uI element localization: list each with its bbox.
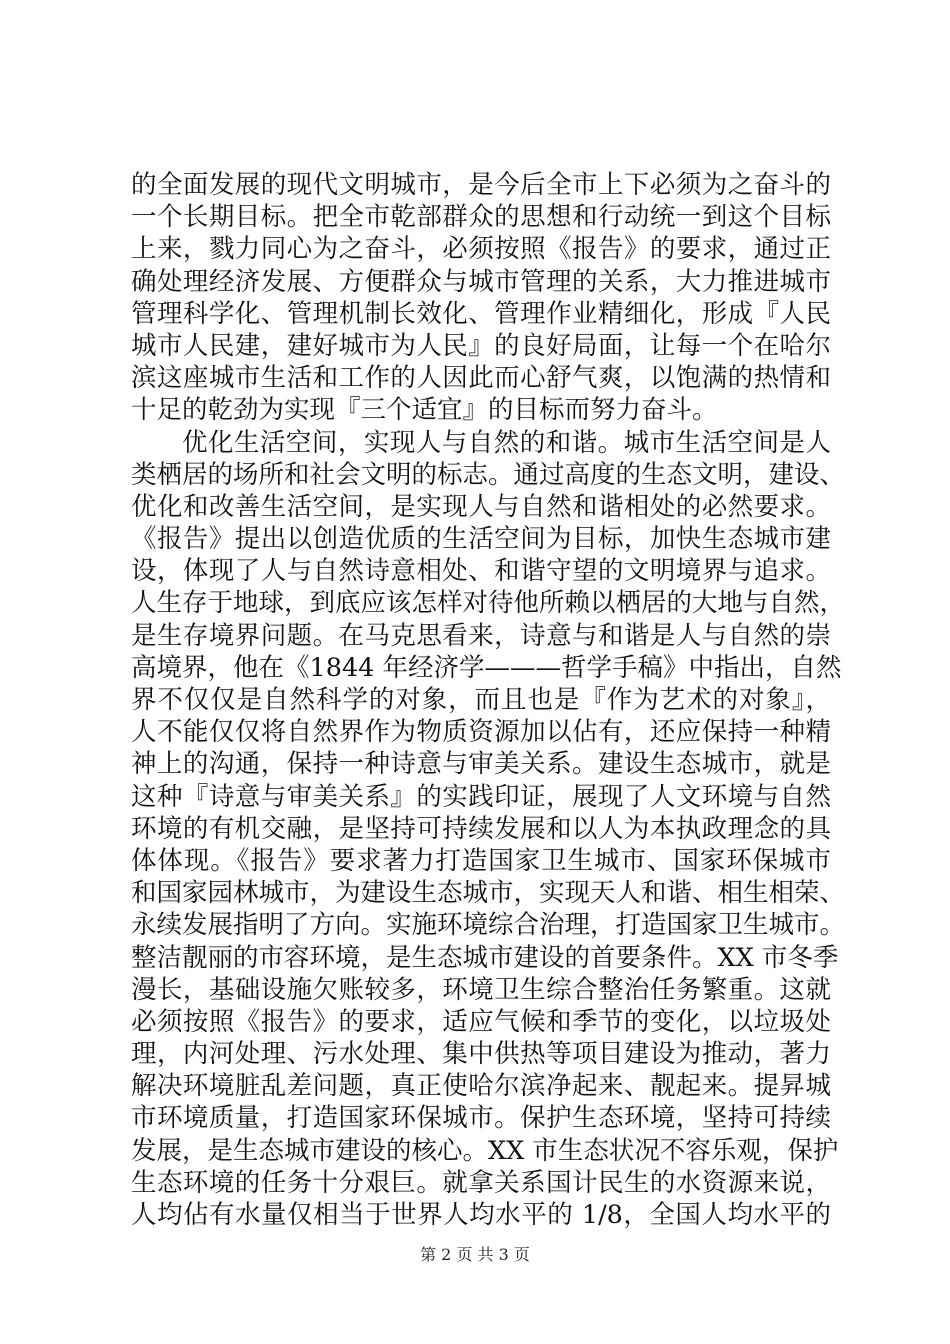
text-line: 界不仅仅是自然科学的对象，而且也是『作为艺术的对象』， xyxy=(131,685,831,715)
text-line: 解决环境脏乱差问题，真正使哈尔滨净起来、靓起来。提昇城 xyxy=(131,1071,831,1102)
text-line: 一个长期目标。把全市乾部群众的思想和行动统一到这个目标 xyxy=(131,202,831,233)
text-line: 整洁靓丽的市容环境，是生态城市建设的首要条件。XX 市冬季 xyxy=(131,942,839,973)
text-line: 人生存于地球，到底应该怎样对待他所赖以栖居的大地与自然， xyxy=(131,588,846,619)
text-line: 类栖居的场所和社会文明的标志。通过高度的生态文明，建设、 xyxy=(131,459,846,490)
text-line: 人均佔有水量仅相当于世界人均水平的 1/8，全国人均水平的 xyxy=(131,1200,831,1230)
text-line: 漫长，基础设施欠账较多，环境卫生综合整治任务繁重。这就 xyxy=(131,974,831,1005)
text-line: 人不能仅仅将自然界作为物质资源加以佔有，还应保持一种精 xyxy=(131,717,831,748)
text-line: 发展，是生态城市建设的核心。XX 市生态状况不容乐观，保护 xyxy=(131,1135,839,1166)
text-line: 体体现。《报告》要求著力打造国家卫生城市、国家环保城市 xyxy=(131,845,831,876)
text-line: 确处理经济发展、方便群众与城市管理的关系，大力推进城市 xyxy=(131,266,831,297)
text-line: 永续发展指明了方向。实施环境综合治理，打造国家卫生城市。 xyxy=(131,910,846,941)
text-line: 优化和改善生活空间，是实现人与自然和谐相处的必然要求。 xyxy=(131,491,831,522)
text-line: 十足的乾劲为实现『三个适宜』的目标而努力奋斗。 xyxy=(131,395,718,426)
text-line: 《报告》提出以创造优质的生活空间为目标，加快生态城市建 xyxy=(131,524,831,555)
text-line: 理，内河处理、污水处理、集中供热等项目建设为推动，著力 xyxy=(131,1039,831,1070)
paragraph-first-line: 优化生活空间，实现人与自然的和谐。城市生活空间是人 xyxy=(182,427,831,458)
text-line: 上来，戮力同心为之奋斗，必须按照《报告》的要求，通过正 xyxy=(131,234,831,265)
body-text xyxy=(131,169,846,1231)
text-line: 和国家园林城市，为建设生态城市，实现天人和谐、相生相荣、 xyxy=(131,878,846,909)
text-line: 管理科学化、管理机制长效化、管理作业精细化，形成『人民 xyxy=(131,298,831,329)
text-line: 市环境质量，打造国家环保城市。保护生态环境，坚持可持续 xyxy=(131,1103,831,1134)
text-line: 滨这座城市生活和工作的人因此而心舒气爽，以饱满的热情和 xyxy=(131,363,831,394)
text-line: 生态环境的任务十分艰巨。就拿关系国计民生的水资源来说， xyxy=(131,1167,831,1198)
text-line: 环境的有机交融，是坚持可持续发展和以人为本执政理念的具 xyxy=(131,813,831,844)
text-line: 高境界，他在《1844 年经济学———哲学手稿》中指出，自然 xyxy=(131,652,842,683)
text-line: 神上的沟通，保持一种诗意与审美关系。建设生态城市，就是 xyxy=(131,749,831,780)
text-line: 的全面发展的现代文明城市，是今后全市上下必须为之奋斗的 xyxy=(131,170,831,200)
text-line: 必须按照《报告》的要求，适应气候和季节的变化，以垃圾处 xyxy=(131,1006,831,1037)
text-line: 这种『诗意与审美关系』的实践印证，展现了人文环境与自然 xyxy=(131,781,831,812)
text-line: 设，体现了人与自然诗意相处、和谐守望的文明境界与追求。 xyxy=(131,556,831,587)
text-line: 城市人民建，建好城市为人民』的良好局面，让每一个在哈尔 xyxy=(131,330,831,361)
page-number-footer: 第 2 页 共 3 页 xyxy=(420,1245,530,1264)
text-line: 是生存境界问题。在马克思看来，诗意与和谐是人与自然的崇 xyxy=(131,620,831,651)
